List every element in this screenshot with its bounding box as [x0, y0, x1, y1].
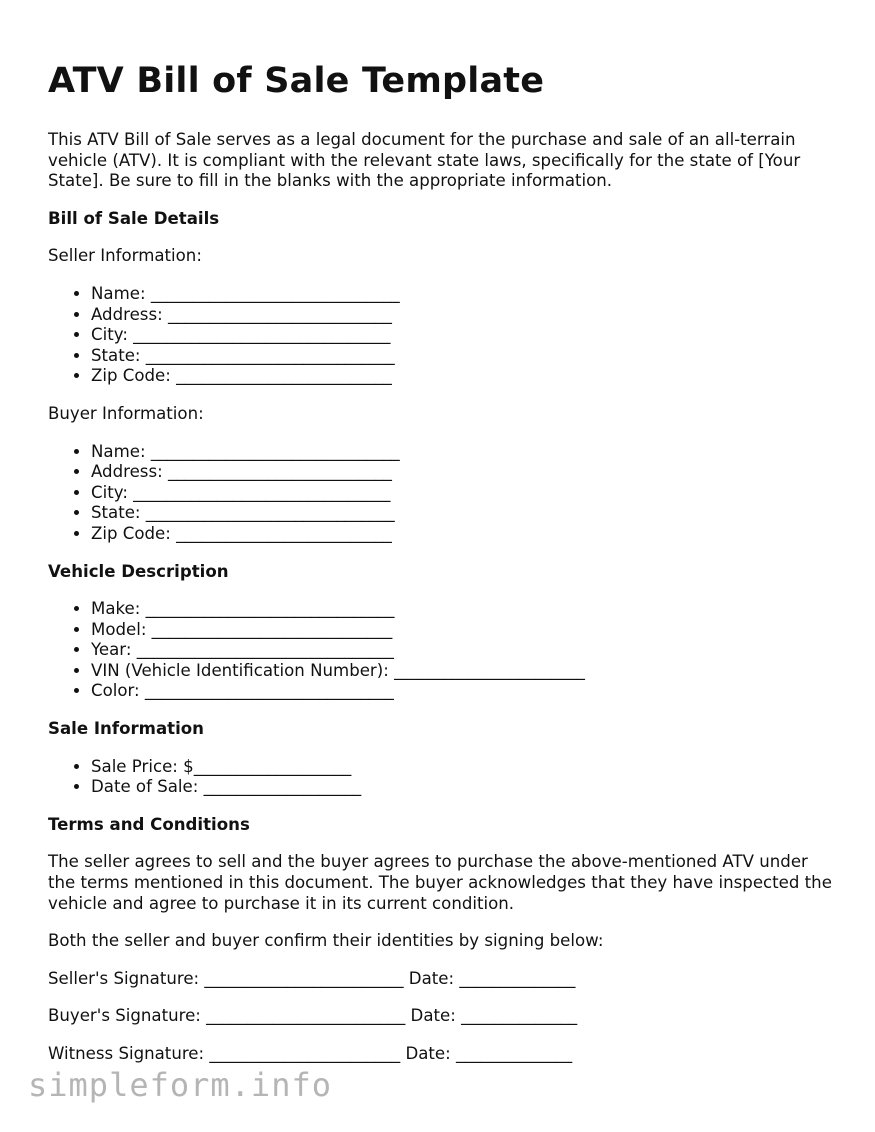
- seller-address-field: • Address: ___________________________: [91, 305, 838, 326]
- vehicle-model-field: • Model: _____________________________: [91, 620, 838, 641]
- buyer-fields: [48, 442, 838, 545]
- sale-price-field: • Sale Price: $___________________: [91, 757, 838, 778]
- seller-city-field: • City: _______________________________: [91, 325, 838, 346]
- sale-fields: [48, 757, 838, 798]
- vehicle-fields: [48, 599, 838, 702]
- vehicle-color-field: • Color: ______________________________: [91, 681, 838, 702]
- buyer-label: Buyer Information:: [48, 403, 204, 423]
- terms-paragraph: The seller agrees to sell and the buyer agrees to purchase the above-mentioned ATV under the terms mentioned in this document. The buyer acknowledges that they have inspected the vehicle and agree to purchase it in its current condition.: [48, 852, 832, 913]
- page-title: ATV Bill of Sale Template: [48, 61, 545, 101]
- seller-fields: [48, 284, 838, 387]
- buyer-zip-field: • Zip Code: __________________________: [91, 524, 838, 545]
- buyer-signature-line: Buyer's Signature: ________________________ Date: ______________: [48, 1006, 578, 1026]
- seller-signature-line: Seller's Signature: ________________________ Date: ______________: [48, 968, 576, 988]
- sale-date-field: • Date of Sale: ___________________: [91, 777, 838, 798]
- vehicle-year-field: • Year: _______________________________: [91, 640, 838, 661]
- buyer-address-field: • Address: ___________________________: [91, 462, 838, 483]
- watermark: simpleform.info: [28, 1066, 332, 1104]
- sale-heading: Sale Information: [48, 719, 204, 739]
- details-heading: Bill of Sale Details: [48, 208, 220, 228]
- vehicle-vin-field: • VIN (Vehicle Identification Number): _______________________: [91, 661, 838, 682]
- seller-name-field: • Name: ______________________________: [91, 284, 838, 305]
- buyer-name-field: • Name: ______________________________: [91, 442, 838, 463]
- vehicle-heading: Vehicle Description: [48, 561, 229, 581]
- document-page: [48, 58, 838, 1082]
- vehicle-make-field: • Make: ______________________________: [91, 599, 838, 620]
- witness-signature-line: Witness Signature: _______________________ Date: ______________: [48, 1044, 573, 1063]
- buyer-city-field: • City: _______________________________: [91, 483, 838, 504]
- seller-zip-field: • Zip Code: __________________________: [91, 366, 838, 387]
- seller-label: Seller Information:: [48, 246, 202, 266]
- seller-state-field: • State: ______________________________: [91, 346, 838, 367]
- terms-heading: Terms and Conditions: [48, 814, 250, 834]
- buyer-state-field: • State: ______________________________: [91, 503, 838, 524]
- confirm-paragraph: Both the seller and buyer confirm their identities by signing below:: [48, 931, 604, 951]
- intro-paragraph: This ATV Bill of Sale serves as a legal document for the purchase and sale of an all-terrain vehicle (ATV). It is compliant with the relevant state laws, specifically for the state of [Your State]. Be sure to fill in the blanks with the appropriate information.: [48, 130, 801, 191]
